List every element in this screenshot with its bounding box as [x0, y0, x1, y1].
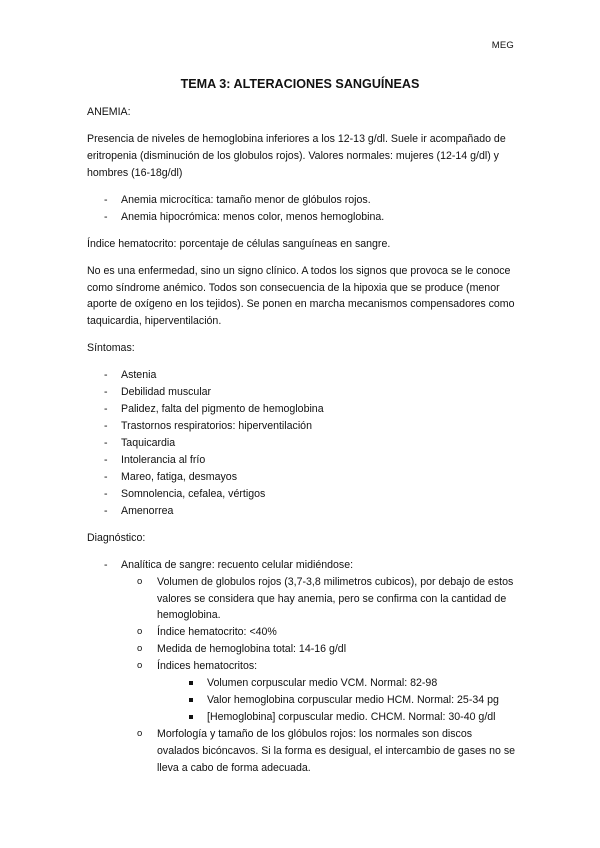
list-item: - Trastornos respiratorios: hiperventilación: [87, 418, 517, 435]
document-body: [87, 104, 517, 787]
list-item: o Índice hematocrito: <40%: [137, 624, 517, 641]
diagnosis-item-label: Analítica de sangre: recuento celular midiéndose:: [121, 558, 354, 571]
list-item: o Morfología y tamaño de los glóbulos rojos: los normales son discos ovalados bicóncavos. Si la forma es desigual, el intercambio de gases no se lleva a cabo de forma adecuada.: [137, 726, 517, 777]
intro-paragraph: Presencia de niveles de hemoglobina inferiores a los 12-13 g/dl. Suele ir acompañado de eritropenia (disminución de los globulos rojos). Valores normales: mujeres (12-14 g/dl) y hombres (16-18g/dl): [87, 132, 506, 179]
list-item: [Hemoglobina] corpuscular medio. CHCM. Normal: 30-40 g/dl: [187, 709, 517, 726]
document-title: TEMA 3: ALTERACIONES SANGUÍNEAS: [180, 77, 420, 91]
description-paragraph: No es una enfermedad, sino un signo clínico. A todos los signos que provoca se le conoce como síndrome anémico. Todos son consecuencia de la hipoxia que se produce (menor aporte de oxígeno en los tejidos). Se ponen en marcha mecanismos compensadores como taquicardia, hiperventilación.: [87, 264, 515, 328]
diagnosis-list: [87, 557, 517, 777]
header-initials: MEG: [491, 40, 514, 51]
list-item: - Anemia microcítica: tamaño menor de glóbulos rojos.: [87, 192, 517, 209]
symptoms-heading: Síntomas:: [87, 342, 135, 355]
diagnosis-measures-list: [121, 574, 517, 777]
symptoms-list: [87, 367, 517, 519]
list-item: o Volumen de globulos rojos (3,7-3,8 milimetros cubicos), por debajo de estos valores se considera que hay anemia, pero se confirma con la cantidad de hemoglobina.: [137, 574, 517, 625]
anemia-heading: ANEMIA:: [87, 106, 131, 118]
list-item: o Medida de hemoglobina total: 14-16 g/dl: [137, 641, 517, 658]
list-item: - Amenorrea: [87, 503, 517, 520]
anemia-types-list: [87, 192, 517, 226]
list-item: Valor hemoglobina corpuscular medio HCM. Normal: 25-34 pg: [187, 692, 517, 709]
list-item: - Taquicardia: [87, 435, 517, 452]
list-item: - Astenia: [87, 367, 517, 384]
indices-list: [157, 675, 517, 726]
list-item: [87, 557, 517, 777]
list-item: - Somnolencia, cefalea, vértigos: [87, 486, 517, 503]
diagnosis-heading: Diagnóstico:: [87, 531, 146, 544]
list-item: [137, 658, 517, 726]
indices-label: Índices hematocritos:: [157, 660, 258, 673]
list-item: Volumen corpuscular medio VCM. Normal: 82-98: [187, 675, 517, 692]
list-item: - Intolerancia al frío: [87, 452, 517, 469]
list-item: - Mareo, fatiga, desmayos: [87, 469, 517, 486]
hematocrit-definition: Índice hematocrito: porcentaje de células sanguíneas en sangre.: [87, 237, 391, 250]
list-item: - Anemia hipocrómica: menos color, menos hemoglobina.: [87, 209, 517, 226]
list-item: - Debilidad muscular: [87, 384, 517, 401]
list-item: - Palidez, falta del pigmento de hemoglobina: [87, 401, 517, 418]
